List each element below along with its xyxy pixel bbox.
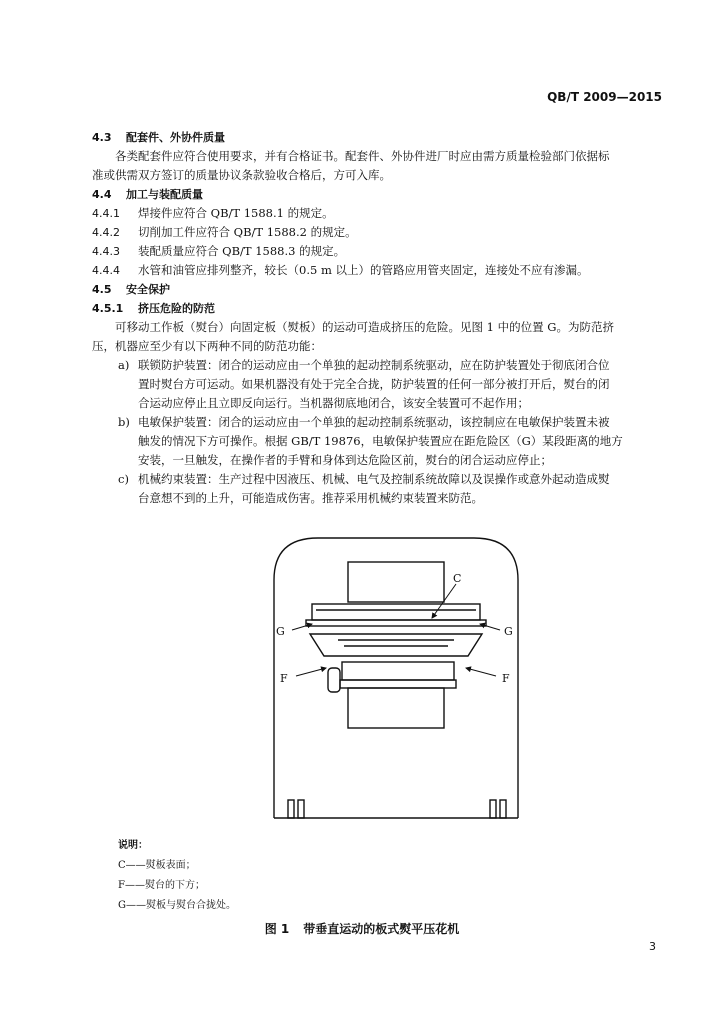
figure-label-c: C <box>453 572 462 585</box>
press-machine-figure <box>268 520 524 820</box>
list-item-a <box>92 356 672 413</box>
figure-label-f-left: F <box>280 672 288 685</box>
section-number: 4.3 <box>92 131 112 144</box>
figure-title: 带垂直运动的板式熨平压花机 <box>303 922 460 936</box>
legend-item: F——熨台的下方； <box>118 880 205 891</box>
machine-drawing <box>274 538 518 818</box>
clause-number: 4.4.2 <box>92 226 120 239</box>
head-block <box>348 562 444 602</box>
clause-4-4-2 <box>92 223 672 242</box>
plate-rim <box>306 620 486 626</box>
list-item-b <box>92 413 672 470</box>
section-title: 加工与装配质量 <box>126 188 203 201</box>
list-marker: a) <box>118 358 130 372</box>
figure-label-g-left: G <box>276 625 285 638</box>
section-title: 挤压危险的防范 <box>138 302 215 315</box>
clause-4-4-1 <box>92 204 672 223</box>
paragraph-line: 压，机器应至少有以下两种不同的防范功能： <box>92 339 322 353</box>
ironing-table <box>310 634 482 656</box>
list-line: 机械约束装置：生产过程中因液压、机械、电气及控制系统故障以及误操作或意外起动造成熨 <box>138 472 610 486</box>
leader-g-left <box>292 624 312 630</box>
leader-f-right <box>466 668 496 676</box>
figure-label-f-right: F <box>502 672 510 685</box>
section-number: 4.5.1 <box>92 302 124 315</box>
standard-code: QB/T 2009—2015 <box>547 90 662 104</box>
list-line: 台意想不到的上升，可能造成伤害。推荐采用机械约束装置来防范。 <box>138 491 483 505</box>
figure-legend <box>118 836 236 916</box>
foot-left-2 <box>298 800 304 818</box>
figure-caption <box>0 920 724 937</box>
clause-text: 装配质量应符合 QB/T 1588.3 的规定。 <box>138 244 346 258</box>
section-number: 4.4 <box>92 188 112 201</box>
leader-f-left <box>296 668 326 676</box>
machine-frame <box>274 538 518 818</box>
paragraph-line: 可移动工作板（熨台）向固定板（熨板）的运动可造成挤压的危险。见图 1 中的位置 G。为防范挤 <box>115 320 614 334</box>
list-marker: b) <box>118 415 130 429</box>
section-heading-4-5 <box>92 280 672 299</box>
foot-right <box>490 800 496 818</box>
paragraph-line: 准或供需双方签订的质量协议条款验收合格后，方可入库。 <box>92 168 391 182</box>
clause-4-4-4 <box>92 261 672 280</box>
handle <box>328 668 340 692</box>
foot-left <box>288 800 294 818</box>
section-title: 配套件、外协件质量 <box>126 131 225 144</box>
clause-number: 4.4.4 <box>92 264 120 277</box>
leader-g-right <box>480 624 500 630</box>
paragraph-line: 各类配套件应符合使用要求，并有合格证书。配套件、外协件进厂时应由需方质量检验部门依据标 <box>115 149 610 163</box>
list-line: 电敏保护装置：闭合的运动应由一个单独的起动控制系统驱动，该控制应在电敏保护装置未被 <box>138 415 610 429</box>
legend-item: C——熨板表面； <box>118 860 196 871</box>
table-base <box>340 680 456 688</box>
foot-right-2 <box>500 800 506 818</box>
clause-number: 4.4.1 <box>92 207 120 220</box>
page-number: 3 <box>649 940 656 953</box>
clause-text: 切削加工件应符合 QB/T 1588.2 的规定。 <box>138 225 357 239</box>
list-item-c <box>92 470 672 508</box>
section-number: 4.5 <box>92 283 112 296</box>
section-heading-4-4 <box>92 185 672 204</box>
clause-number: 4.4.3 <box>92 245 120 258</box>
list-line: 触发的情况下方可操作。根据 GB/T 19876，电敏保护装置应在距危险区（G）某段距离的地方 <box>138 434 623 448</box>
section-heading-4-3 <box>92 128 672 147</box>
list-marker: c) <box>118 472 129 486</box>
clause-text: 焊接件应符合 QB/T 1588.1 的规定。 <box>138 206 334 220</box>
list-line: 联锁防护装置：闭合的运动应由一个单独的起动控制系统驱动，应在防护装置处于彻底闭合位 <box>138 358 610 372</box>
section-title: 安全保护 <box>126 283 170 296</box>
legend-title: 说明： <box>118 840 148 851</box>
clause-text: 水管和油管应排列整齐，较长（0.5 m 以上）的管路应用管夹固定，连接处不应有渗漏。 <box>138 263 589 277</box>
table-column <box>342 662 454 680</box>
figure-label-g-right: G <box>504 625 513 638</box>
document-body <box>92 128 672 508</box>
list-line: 安装，一旦触发，在操作者的手臂和身体到达危险区前，熨台的闭合运动应停止； <box>138 453 552 467</box>
figure-number: 图 1 <box>264 922 290 936</box>
list-line: 合运动应停止且立即反向运行。当机器彻底地闭合，该安全装置可不起作用； <box>138 396 529 410</box>
clause-4-4-3 <box>92 242 672 261</box>
lower-body <box>348 688 444 728</box>
section-heading-4-5-1 <box>92 299 672 318</box>
legend-item: G——熨板与熨台合拢处。 <box>118 900 236 911</box>
ironing-plate <box>312 604 480 620</box>
list-line: 置时熨台方可运动。如果机器没有处于完全合拢，防护装置的任何一部分被打开后，熨台的闭 <box>138 377 610 391</box>
